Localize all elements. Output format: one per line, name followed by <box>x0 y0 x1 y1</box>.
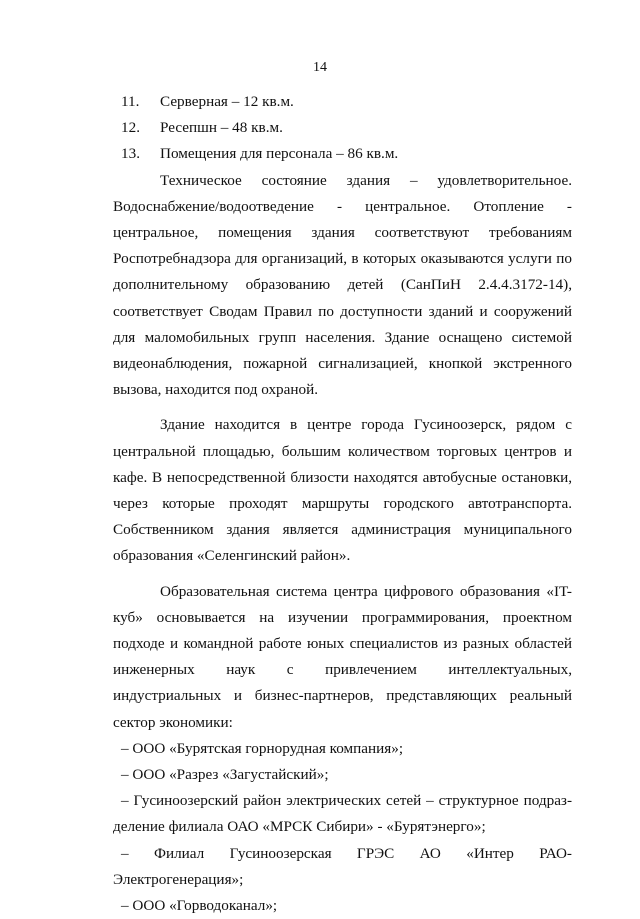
item-number: 11. <box>121 93 140 110</box>
numbered-item <box>113 141 572 167</box>
paragraph-building-condition: Техническое состояние здания – удовлетворительное. Водоснабжение/водоотведение - центральное. Отопление - центральное, помещения здания соответствуют требованиям Роспотребнадзора для организаций, в которых оказываются услуги по дополнительному образованию детей (СанПиН 2.4.4.3172-14), соответствует Сводам Правил по доступности зданий и сооружений для маломобильных групп населения. Здание оснащено системой видеонаблюдения, пожарной сигнализацией, кнопкой экстренного вызова, находится под охраной. <box>113 171 572 399</box>
numbered-item <box>113 89 572 115</box>
numbered-item <box>113 115 572 141</box>
paragraph-education-system: Образовательная система центра цифрового образования «IT-куб» основывается на изучении программирования, проектном подходе и командной работе юных специалистов из разных областей инженерных наук с привлечением интеллектуальных, индустриальных и бизнес-партнеров, представляющих реальный сектор экономики: <box>113 582 572 731</box>
page-number: 14 <box>313 60 327 75</box>
partner-item: – ООО «Разрез «Загустайский»; <box>121 766 329 784</box>
item-text: Серверная – 12 кв.м. <box>160 93 294 110</box>
item-number: 13. <box>121 145 140 163</box>
item-text: Ресепшн – 48 кв.м. <box>160 119 283 137</box>
item-number: 12. <box>121 119 140 137</box>
partner-item: – Гусиноозерский район электрических сетей – структурное подразделение филиала ОАО «МРСК Сибири» - «Бурятэнерго»; <box>113 792 572 836</box>
item-text: Помещения для персонала – 86 кв.м. <box>160 145 399 163</box>
partner-item: – ООО «Бурятская горнорудная компания»; <box>121 739 404 757</box>
paragraph-building-location: Здание находится в центре города Гусиноозерск, рядом с центральной площадью, большим количеством торговых центров и кафе. В непосредственной близости находятся автобусные остановки, через которые проходят маршруты городского автотранспорта. Собственником здания является администрация муниципального образования «Селенгинский район». <box>113 416 572 565</box>
partner-item: – ООО «Горводоканал»; <box>121 897 278 915</box>
partner-item: – Филиал Гусиноозерская ГРЭС АО «Интер РАО-Электрогенерация»; <box>113 844 572 888</box>
page-content <box>113 89 572 919</box>
